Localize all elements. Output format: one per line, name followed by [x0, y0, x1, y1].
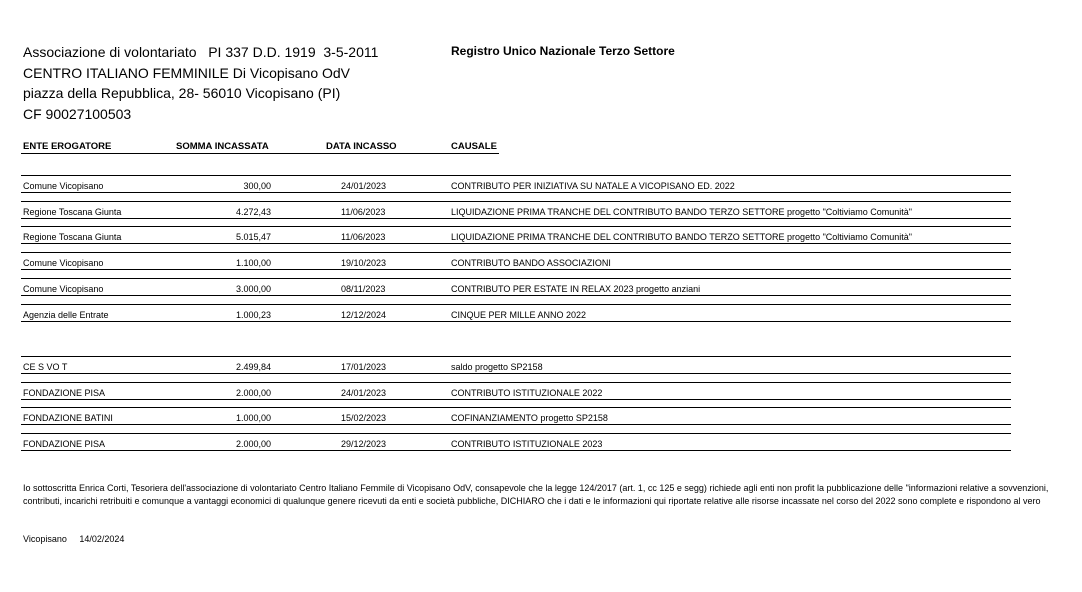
cell-somma: 2.000,00 [235, 439, 271, 449]
cell-ente: Comune Vicopisano [23, 284, 104, 294]
cell-data: 24/01/2023 [341, 181, 387, 191]
header-line-address: piazza della Repubblica, 28- 56010 Vicopisano (PI) [23, 85, 341, 101]
table-row [21, 232, 1011, 242]
signature-place: Vicopisano [23, 534, 67, 544]
cell-somma: 2.499,84 [235, 362, 271, 372]
header-divider [21, 153, 499, 154]
table-row [21, 284, 1011, 294]
table-row [21, 258, 1011, 268]
cell-ente: Agenzia delle Entrate [23, 310, 109, 320]
row-bottom-border [21, 269, 1011, 270]
cell-causale: CONTRIBUTO ISTITUZIONALE 2022 [451, 388, 603, 398]
header-line-name: CENTRO ITALIANO FEMMINILE Di Vicopisano OdV [23, 64, 351, 81]
cell-ente: FONDAZIONE PISA [23, 439, 106, 449]
row-bottom-border [21, 218, 1011, 219]
table-row [21, 362, 1011, 372]
organization-header [23, 42, 378, 124]
table-row [21, 413, 1011, 423]
column-header-somma: SOMMA INCASSATA [176, 141, 269, 152]
cell-somma: 1.000,00 [235, 413, 271, 423]
cell-data: 12/12/2024 [341, 310, 387, 320]
cell-somma: 5.015,47 [235, 232, 271, 242]
row-bottom-border [21, 450, 1011, 451]
cell-data: 08/11/2023 [341, 284, 386, 294]
cell-somma: 4.272,43 [235, 207, 271, 217]
cell-ente: CE S VO T [23, 362, 68, 372]
cell-ente: Regione Toscana Giunta [23, 232, 122, 242]
table-row [21, 207, 1011, 217]
column-header-causale: CAUSALE [451, 141, 497, 152]
row-top-border [21, 175, 1011, 176]
cell-causale: CINQUE PER MILLE ANNO 2022 [451, 310, 587, 320]
cell-data: 17/01/2023 [341, 362, 387, 372]
cell-somma: 1.100,00 [235, 258, 271, 268]
header-line-association: Associazione di volontariato PI 337 D.D. 1919 3-5-2011 [23, 44, 379, 60]
row-top-border [21, 407, 1011, 408]
column-header-data: DATA INCASSO [326, 141, 397, 152]
cell-data: 29/12/2023 [341, 439, 387, 449]
row-bottom-border [21, 243, 1011, 244]
row-bottom-border [21, 424, 1011, 425]
cell-causale: CONTRIBUTO PER ESTATE IN RELAX 2023 progetto anziani [451, 284, 701, 294]
column-header-ente: ENTE EROGATORE [23, 141, 112, 152]
table-row [21, 388, 1011, 398]
cell-somma: 2.000,00 [235, 388, 271, 398]
cell-causale: CONTRIBUTO PER INIZIATIVA SU NATALE A VICOPISANO ED. 2022 [451, 181, 735, 191]
cell-ente: Comune Vicopisano [23, 181, 104, 191]
cell-causale: COFINANZIAMENTO progetto SP2158 [451, 413, 608, 423]
cell-causale: LIQUIDAZIONE PRIMA TRANCHE DEL CONTRIBUTO BANDO TERZO SETTORE progetto "Coltiviamo Comunità" [451, 207, 912, 217]
cell-ente: Comune Vicopisano [23, 258, 104, 268]
cell-data: 19/10/2023 [341, 258, 387, 268]
row-bottom-border [21, 192, 1011, 193]
signature-line [23, 534, 124, 544]
row-top-border [21, 382, 1011, 383]
cell-somma: 3.000,00 [235, 284, 271, 294]
row-bottom-border [21, 373, 1011, 374]
row-top-border [21, 226, 1011, 227]
cell-causale: CONTRIBUTO BANDO ASSOCIAZIONI [451, 258, 611, 268]
row-bottom-border [21, 399, 1011, 400]
table-row [21, 181, 1011, 191]
table-row [21, 439, 1011, 449]
row-bottom-border [21, 295, 1011, 296]
cell-data: 15/02/2023 [341, 413, 387, 423]
cell-data: 24/01/2023 [341, 388, 387, 398]
cell-causale: saldo progetto SP2158 [451, 362, 543, 372]
cell-somma: 1.000,23 [235, 310, 271, 320]
row-bottom-border [21, 321, 1011, 322]
cell-somma: 300,00 [243, 181, 271, 191]
row-top-border [21, 252, 1011, 253]
cell-causale: CONTRIBUTO ISTITUZIONALE 2023 [451, 439, 603, 449]
cell-causale: LIQUIDAZIONE PRIMA TRANCHE DEL CONTRIBUTO BANDO TERZO SETTORE progetto "Coltiviamo Comunità" [451, 232, 912, 242]
cell-ente: FONDAZIONE PISA [23, 388, 106, 398]
row-top-border [21, 356, 1011, 357]
cell-data: 11/06/2023 [341, 207, 386, 217]
row-top-border [21, 201, 1011, 202]
declaration-text: Io sottoscritta Enrica Corti, Tesoriera dell'associazione di volontariato Centro Italiano Femmile di Vicopisano OdV, consapevole che la legge 124/2017 (art. 1, cc 125 e segg) richiede agli enti non profit la pubblicazione delle "informazioni relative a sovvenzioni, contributi, incarichi retribuiti e comunque a vantaggi economici di qualunque genere ricevuti da enti e società pubbliche, DICHIARO che i dati e le informazioni qui riportate relative alle risorse incassate nel corso del 2022 sono complete e rispondono al vero [23, 483, 1049, 506]
row-top-border [21, 278, 1011, 279]
cell-data: 11/06/2023 [341, 232, 386, 242]
row-top-border [21, 304, 1011, 305]
row-top-border [21, 433, 1011, 434]
cell-ente: Regione Toscana Giunta [23, 207, 122, 217]
signature-date: 14/02/2024 [79, 534, 125, 544]
header-line-cf: CF 90027100503 [23, 105, 132, 122]
registry-title: Registro Unico Nazionale Terzo Settore [451, 44, 675, 58]
cell-ente: FONDAZIONE BATINI [23, 413, 113, 423]
table-row [21, 310, 1011, 320]
